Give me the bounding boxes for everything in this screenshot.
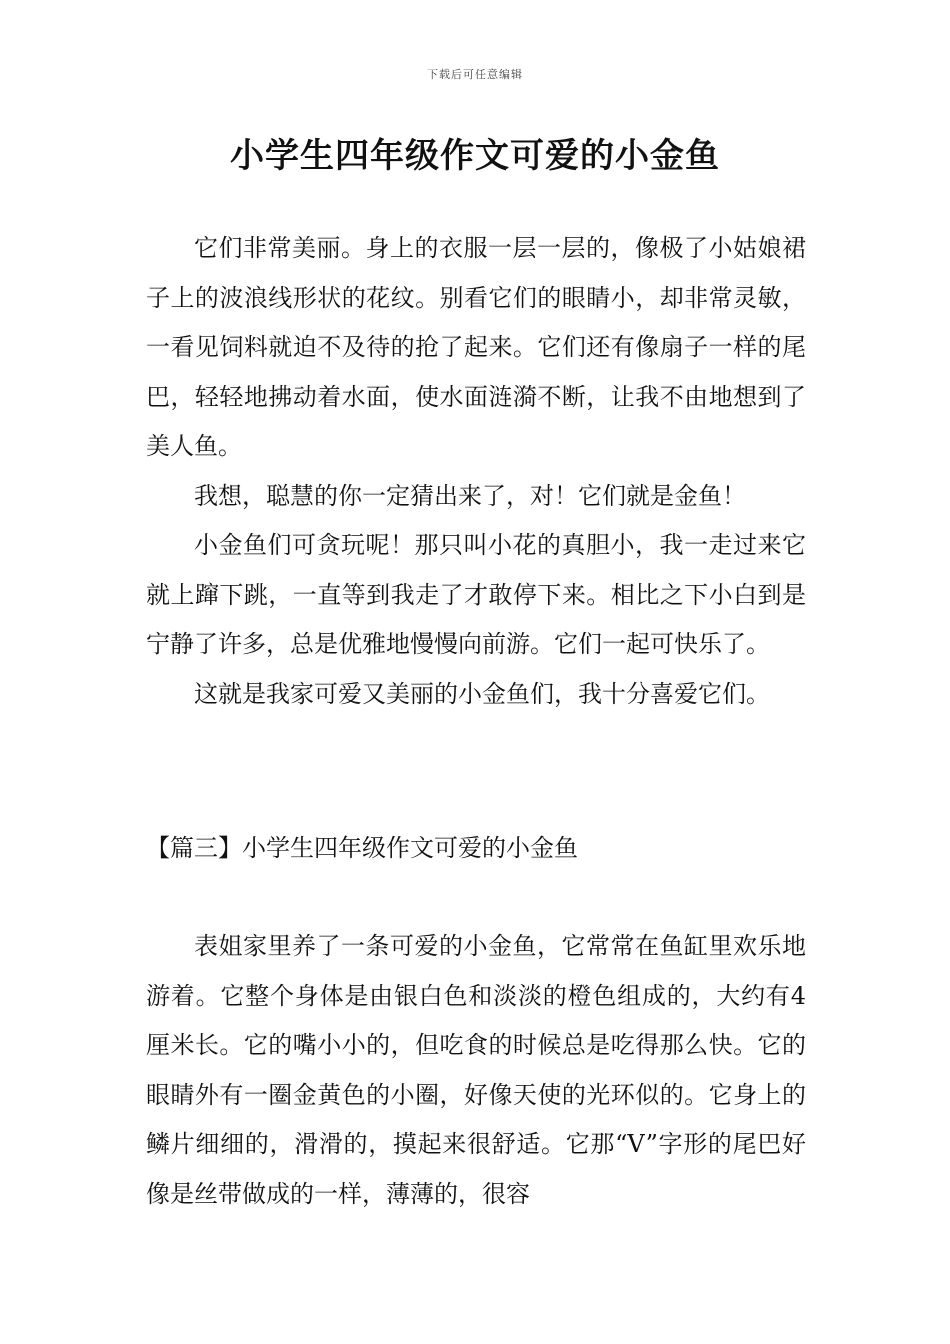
paragraph: 表姐家里养了一条可爱的小金鱼，它常常在鱼缸里欢乐地游着。它整个身体是由银白色和淡淡的橙色组成的，大约有4厘米长。它的嘴小小的，但吃食的时候总是吃得那么快。它的眼睛外有一圈金黄色的小圈，好像天使的光环似的。它身上的鳞片细细的，滑滑的，摸起来很舒适。它那“V”字形的尾巴好像是丝带做成的一样，薄薄的，很容 (146, 932, 806, 1208)
header-note: 下载后可任意编辑 (427, 68, 523, 81)
page-title: 小学生四年级作文可爱的小金鱼 (230, 136, 720, 176)
paragraph: 这就是我家可爱又美丽的小金鱼们，我十分喜爱它们。 (194, 679, 770, 708)
paragraph: 它们非常美丽。身上的衣服一层一层的，像极了小姑娘裙子上的波浪线形状的花纹。别看它们的眼睛小，却非常灵敏，一看见饲料就迫不及待的抢了起来。它们还有像扇子一样的尾巴，轻轻地拂动着水面，使水面涟漪不断，让我不由地想到了美人鱼。 (146, 234, 806, 460)
paragraph: 我想，聪慧的你一定猜出来了，对！它们就是金鱼！ (194, 481, 746, 510)
essay-body-part2 (146, 922, 806, 1219)
section-heading: 【篇三】小学生四年级作文可爱的小金鱼 (146, 834, 578, 862)
essay-body-part1 (146, 224, 806, 719)
paragraph: 小金鱼们可贪玩呢！那只叫小花的真胆小，我一走过来它就上蹿下跳，一直等到我走了才敢停下来。相比之下小白到是宁静了许多，总是优雅地慢慢向前游。它们一起可快乐了。 (146, 531, 806, 658)
